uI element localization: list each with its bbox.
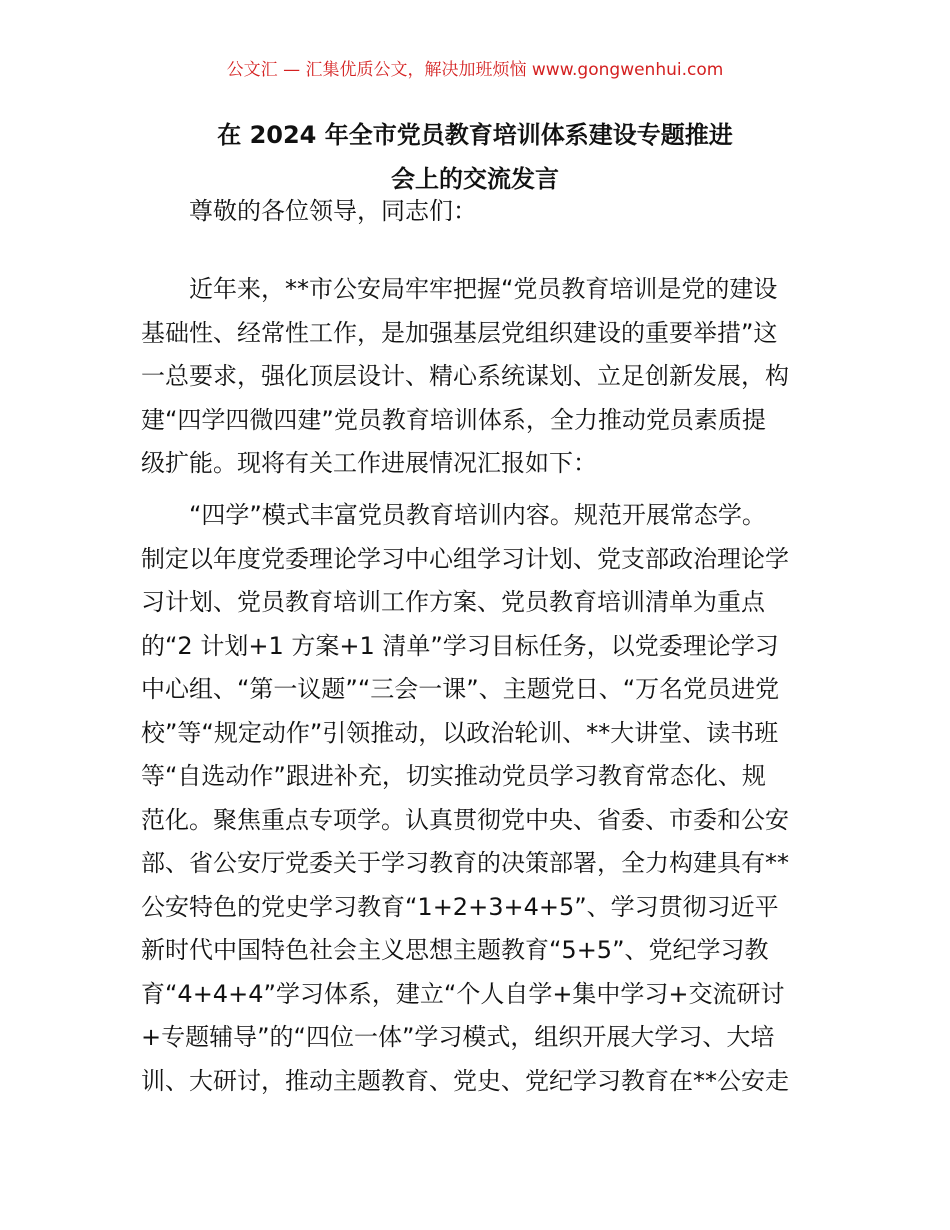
- paragraph-line: 建“四学四微四建”党员教育培训体系，全力推动党员素质提: [141, 405, 766, 434]
- paragraph-line: 习计划、党员教育培训工作方案、党员教育培训清单为重点: [141, 588, 765, 616]
- paragraph-line: 基础性、经常性工作，是加强基层党组织建设的重要举措”这: [141, 318, 778, 347]
- paragraph-line: 级扩能。现将有关工作进展情况汇报如下：: [141, 449, 597, 477]
- watermark-header: 公文汇 — 汇集优质公文，解决加班烦恼 www.gongwenhui.com: [226, 60, 724, 80]
- paragraph-line: “四学”模式丰富党员教育培训内容。规范开展常态学。: [189, 501, 766, 529]
- paragraph-line: 新时代中国特色社会主义思想主题教育“5+5”、党纪学习教: [141, 936, 769, 964]
- greeting: [141, 190, 831, 234]
- paragraph-line: 近年来，**市公安局牢牢把握“党员教育培训是党的建设: [189, 275, 778, 303]
- paragraph-line: 等“自选动作”跟进补充，切实推动党员学习教育常态化、规: [141, 762, 766, 790]
- paragraph-line: 育“4+4+4”学习体系，建立“个人自学+集中学习+交流研讨: [141, 979, 785, 1008]
- paragraph-line: 校”等“规定动作”引领推动，以政治轮训、**大讲堂、读书班: [141, 718, 779, 747]
- paragraph-line: 公安特色的党史学习教育“1+2+3+4+5”、学习贯彻习近平: [141, 892, 779, 921]
- paragraph-line: 制定以年度党委理论学习中心组学习计划、党支部政治理论学: [141, 544, 789, 573]
- title-line: 在 2024 年全市党员教育培训体系建设专题推进: [217, 121, 733, 149]
- paragraph-line: 范化。聚焦重点专项学。认真贯彻党中央、省委、市委和公安: [141, 805, 789, 834]
- title-line: 会上的交流发言: [391, 164, 559, 193]
- paragraph-line: 中心组、“第一议题”“三会一课”、主题党日、“万名党员进党: [141, 675, 780, 703]
- paragraph-line: 的“2 计划+1 方案+1 清单”学习目标任务，以党委理论学习: [141, 631, 779, 660]
- paragraph-line: 训、大研讨，推动主题教育、党史、党纪学习教育在**公安走: [141, 1066, 789, 1095]
- paragraph-line: 一总要求，强化顶层设计、精心系统谋划、立足创新发展，构: [141, 362, 789, 390]
- paragraph-2: [141, 494, 831, 1103]
- greeting-line: 尊敬的各位领导，同志们：: [189, 197, 477, 225]
- paragraph-line: 部、省公安厅党委关于学习教育的决策部署，全力构建具有**: [141, 849, 789, 877]
- document-title: [120, 114, 830, 201]
- paragraph-1: [141, 268, 831, 486]
- paragraph-line: +专题辅导”的“四位一体”学习模式，组织开展大学习、大培: [141, 1023, 775, 1051]
